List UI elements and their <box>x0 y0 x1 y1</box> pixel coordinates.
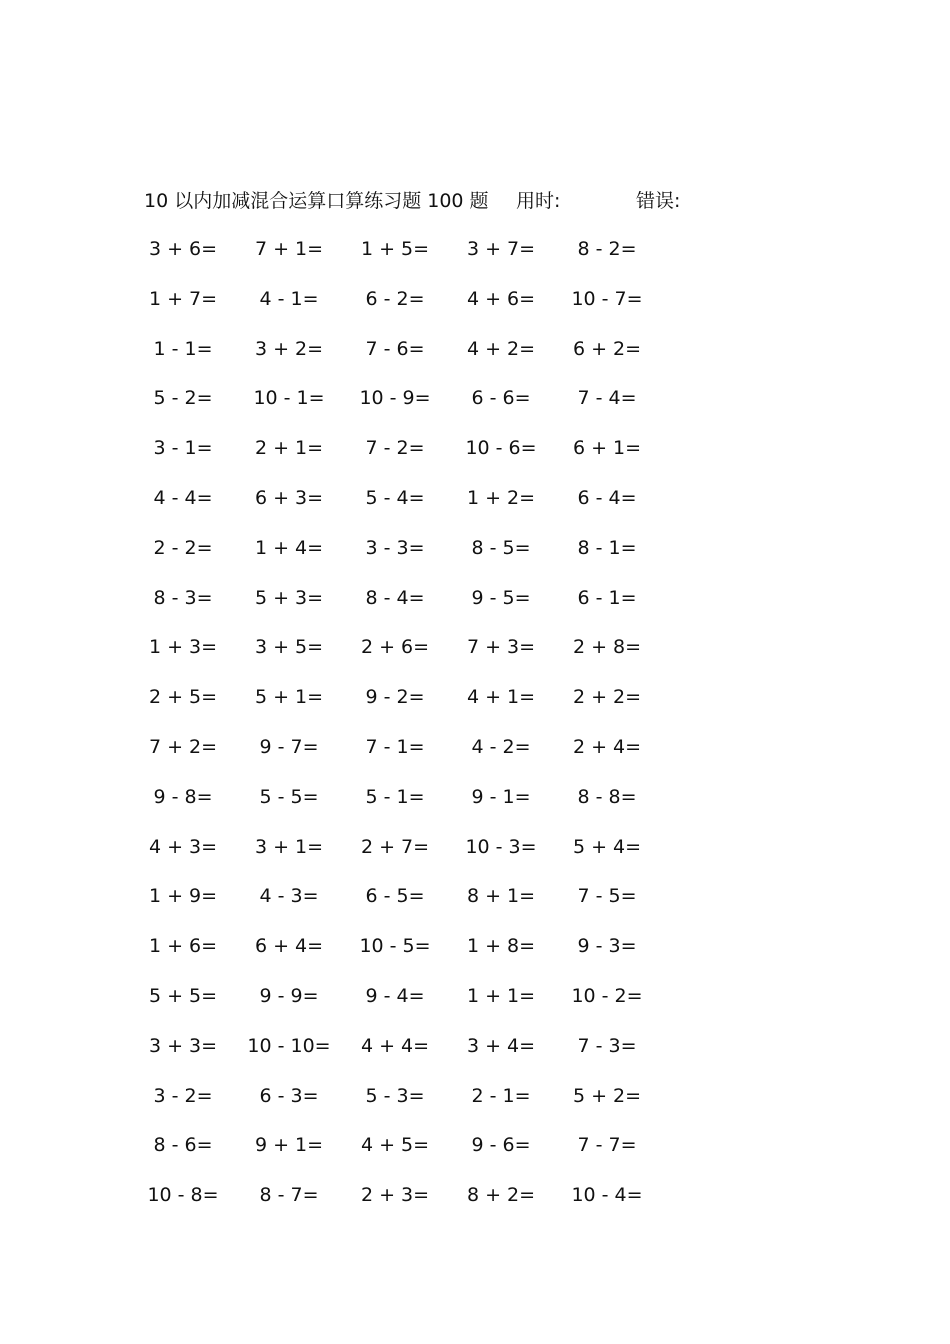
math-problem: 3 + 7= <box>466 238 536 260</box>
math-problem: 7 + 3= <box>466 636 536 659</box>
math-problem: 9 - 5= <box>471 586 531 609</box>
math-problem: 2 + 3= <box>360 1184 430 1207</box>
math-problem: 1 + 3= <box>148 636 218 659</box>
math-problem: 2 - 1= <box>471 1084 531 1107</box>
problem-row <box>0 284 950 334</box>
math-problem: 6 + 2= <box>572 337 642 360</box>
math-problem: 10 - 3= <box>465 835 537 858</box>
math-problem: 8 - 5= <box>471 536 531 559</box>
math-problem: 9 + 1= <box>254 1134 324 1157</box>
math-problem: 6 - 6= <box>471 387 531 410</box>
math-problem: 7 - 3= <box>577 1034 637 1057</box>
problem-row <box>0 832 950 882</box>
problem-row <box>0 881 950 931</box>
math-problem: 3 - 3= <box>365 536 425 559</box>
math-problem: 10 - 8= <box>147 1184 219 1207</box>
math-problem: 3 + 6= <box>148 238 218 260</box>
math-problem: 7 - 1= <box>365 735 425 758</box>
math-problem: 5 + 5= <box>148 984 218 1007</box>
math-problem: 7 - 6= <box>365 337 425 360</box>
math-problem: 3 - 1= <box>153 437 213 460</box>
problem-row <box>0 483 950 533</box>
errors-label: 错误: <box>636 190 681 212</box>
math-problem: 6 - 1= <box>577 586 637 609</box>
problem-row <box>0 782 950 832</box>
math-problem: 10 - 10= <box>247 1034 331 1057</box>
math-problem: 3 + 3= <box>148 1034 218 1057</box>
math-problem: 6 - 4= <box>577 486 637 509</box>
math-problem: 10 - 6= <box>465 437 537 460</box>
math-problem: 5 - 1= <box>365 785 425 808</box>
math-problem: 1 + 2= <box>466 486 536 509</box>
math-problem: 9 - 6= <box>471 1134 531 1157</box>
problem-row <box>0 931 950 981</box>
math-problem: 6 - 5= <box>365 885 425 908</box>
math-problem: 8 + 2= <box>466 1184 536 1207</box>
problem-row <box>0 433 950 483</box>
math-problem: 3 + 2= <box>254 337 324 360</box>
math-problem: 5 - 2= <box>153 387 213 410</box>
math-problem: 4 - 4= <box>153 486 213 509</box>
problem-row <box>0 1081 950 1131</box>
math-problem: 7 - 2= <box>365 437 425 460</box>
math-problem: 1 + 4= <box>254 536 324 559</box>
problem-grid <box>0 234 950 1230</box>
math-problem: 1 + 7= <box>148 287 218 310</box>
time-label: 用时: <box>516 190 561 212</box>
math-problem: 2 + 5= <box>148 686 218 709</box>
problem-row <box>0 732 950 782</box>
math-problem: 8 - 3= <box>153 586 213 609</box>
math-problem: 2 + 2= <box>572 686 642 709</box>
problem-row <box>0 632 950 682</box>
math-problem: 10 - 9= <box>359 387 431 410</box>
problem-row <box>0 383 950 433</box>
math-problem: 9 - 9= <box>259 984 319 1007</box>
math-problem: 10 - 2= <box>571 984 643 1007</box>
math-problem: 4 + 1= <box>466 686 536 709</box>
math-problem: 4 - 3= <box>259 885 319 908</box>
math-problem: 1 - 1= <box>153 337 213 360</box>
problem-row <box>0 533 950 583</box>
math-problem: 7 - 4= <box>577 387 637 410</box>
math-problem: 4 + 4= <box>360 1034 430 1057</box>
problem-row <box>0 1130 950 1180</box>
math-problem: 2 - 2= <box>153 536 213 559</box>
math-problem: 10 - 7= <box>571 287 643 310</box>
problem-row <box>0 583 950 633</box>
worksheet-header <box>0 186 950 216</box>
math-problem: 3 + 1= <box>254 835 324 858</box>
math-problem: 10 - 5= <box>359 935 431 958</box>
math-problem: 8 - 8= <box>577 785 637 808</box>
math-problem: 6 + 3= <box>254 486 324 509</box>
math-problem: 1 + 8= <box>466 935 536 958</box>
math-problem: 4 - 2= <box>471 735 531 758</box>
math-problem: 2 + 8= <box>572 636 642 659</box>
math-problem: 7 - 5= <box>577 885 637 908</box>
math-problem: 3 + 5= <box>254 636 324 659</box>
math-problem: 5 - 3= <box>365 1084 425 1107</box>
math-problem: 1 + 5= <box>360 238 430 260</box>
math-problem: 7 + 1= <box>254 238 324 260</box>
problem-row <box>0 1180 950 1230</box>
math-problem: 8 - 1= <box>577 536 637 559</box>
math-problem: 9 - 4= <box>365 984 425 1007</box>
math-problem: 5 + 4= <box>572 835 642 858</box>
math-problem: 5 + 2= <box>572 1084 642 1107</box>
math-problem: 5 + 3= <box>254 586 324 609</box>
math-problem: 5 - 5= <box>259 785 319 808</box>
math-problem: 9 - 1= <box>471 785 531 808</box>
math-problem: 9 - 2= <box>365 686 425 709</box>
math-problem: 8 - 7= <box>259 1184 319 1207</box>
math-problem: 10 - 1= <box>253 387 325 410</box>
problem-row <box>0 682 950 732</box>
math-problem: 3 + 4= <box>466 1034 536 1057</box>
math-problem: 5 - 4= <box>365 486 425 509</box>
math-problem: 2 + 7= <box>360 835 430 858</box>
math-problem: 8 - 6= <box>153 1134 213 1157</box>
problem-row <box>0 1031 950 1081</box>
problem-row <box>0 234 950 284</box>
math-problem: 6 + 1= <box>572 437 642 460</box>
math-problem: 3 - 2= <box>153 1084 213 1107</box>
math-problem: 2 + 6= <box>360 636 430 659</box>
math-problem: 8 + 1= <box>466 885 536 908</box>
math-problem: 5 + 1= <box>254 686 324 709</box>
math-problem: 4 + 6= <box>466 287 536 310</box>
math-problem: 4 + 3= <box>148 835 218 858</box>
math-problem: 6 - 2= <box>365 287 425 310</box>
math-problem: 7 + 2= <box>148 735 218 758</box>
math-problem: 4 + 5= <box>360 1134 430 1157</box>
math-problem: 8 - 4= <box>365 586 425 609</box>
math-problem: 8 - 2= <box>577 238 637 260</box>
math-problem: 4 - 1= <box>259 287 319 310</box>
math-problem: 2 + 4= <box>572 735 642 758</box>
problem-row <box>0 334 950 384</box>
math-problem: 6 + 4= <box>254 935 324 958</box>
problem-row <box>0 981 950 1031</box>
math-problem: 2 + 1= <box>254 437 324 460</box>
math-problem: 9 - 7= <box>259 735 319 758</box>
math-problem: 1 + 1= <box>466 984 536 1007</box>
math-problem: 7 - 7= <box>577 1134 637 1157</box>
worksheet-title: 10 以内加减混合运算口算练习题 100 题 <box>144 190 489 212</box>
math-problem: 1 + 6= <box>148 935 218 958</box>
math-problem: 4 + 2= <box>466 337 536 360</box>
math-problem: 6 - 3= <box>259 1084 319 1107</box>
math-problem: 10 - 4= <box>571 1184 643 1207</box>
math-problem: 9 - 3= <box>577 935 637 958</box>
math-problem: 1 + 9= <box>148 885 218 908</box>
math-problem: 9 - 8= <box>153 785 213 808</box>
